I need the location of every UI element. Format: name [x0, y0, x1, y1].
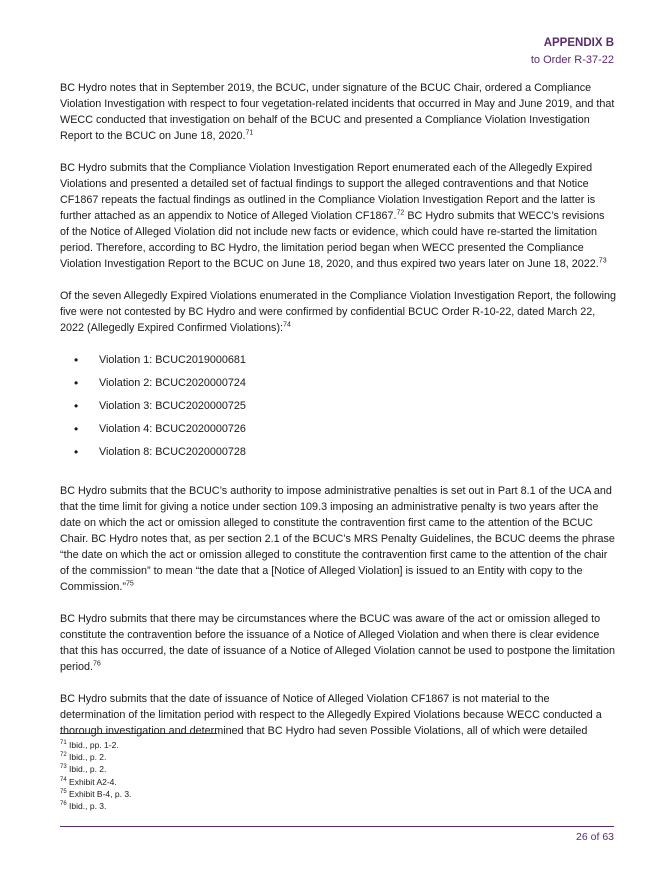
list-item: • Violation 2: BCUC2020000724	[74, 375, 616, 398]
paragraph-2: BC Hydro submits that the Compliance Violation Investigation Report enumerated each of the Allegedly Expired Violations and presented a detailed set of factual findings to support the alleged contraventions and that Notice CF1867 repeats the factual findings as outlined in the Compliance Violation Investigation Report and the latter is further attached as an appendix to Notice of Alleged Violation CF1867.72 BC Hydro submits that WECC’s revisions of the Notice of Alleged Violation did not include new facts or evidence, which could have re-started the limitation period. Therefore, according to BC Hydro, the limitation period began when WECC presented the Compliance Violation Investigation Report to the BCUC on June 18, 2020, and thus expired two years later on June 18, 2022.73	[60, 162, 607, 270]
footnote-divider	[60, 733, 217, 734]
paragraph-4: BC Hydro submits that the BCUC’s authority to impose administrative penalties is set out in Part 8.1 of the UCA and that the time limit for giving a notice under section 109.3 imposing an administrative penalty is two years after the date on which the act or omission alleged to constitute the contravention first came to the attention of the BCUC Chair. BC Hydro notes that, as per section 2.1 of the BCUC’s MRS Penalty Guidelines, the BCUC deems the phrase “the date on which the act or omission alleged to constitute the contravention first came to the attention of the chair of the commission” to mean “the date that a [Notice of Alleged Violation] is issued to an Entity with copy to the Commission.”$^{75}$	[60, 485, 615, 593]
violations-list	[74, 352, 616, 467]
appendix-header	[531, 36, 614, 67]
order-reference: to Order R-37-22	[530, 54, 614, 66]
footnote-ref-76: 76	[93, 660, 101, 668]
paragraph-1: BC Hydro notes that in September 2019, the BCUC, under signature of the BCUC Chair, ordered a Compliance Violation Investigation with respect to four vegetation-related incidents that occurred in May and June 2019, and that WECC conducted that investigation on behalf of the BCUC and presented a Compliance Violation Investigation Report to the BCUC on June 18, 2020.71	[60, 82, 615, 142]
paragraph-5: BC Hydro submits that there may be circumstances where the BCUC was aware of the act or omission alleged to constitute the contravention before the issuance of a Notice of Alleged Violation and when there is clear evidence that this has occurred, the date of issuance of a Notice of Alleged Violation cannot be used to postpone the limitation period.$^{76}$	[60, 613, 616, 673]
footnote-ref-72: 72	[396, 209, 405, 217]
footnotes	[60, 739, 131, 812]
footnote-75: $^{75}$ Exhibit B-4, p. 3.	[60, 788, 132, 799]
footnote-ref-71: 71	[245, 129, 254, 137]
list-item: • Violation 3: BCUC2020000725	[74, 398, 616, 421]
footnote-ref-75: 75	[126, 580, 134, 588]
list-item: • Violation 1: BCUC2019000681	[74, 352, 616, 375]
footnote-72: $^{72}$ Ibid., p. 2.	[60, 752, 107, 763]
list-item: • Violation 8: BCUC2020000728	[74, 444, 616, 467]
paragraph-3: Of the seven Allegedly Expired Violations enumerated in the Compliance Violation Investigation Report, the following five were not contested by BC Hydro and were confirmed by confidential BCUC Order R-10-22, dated March 22, 2022 (Allegedly Expired Confirmed Violations):$^{74}$	[60, 290, 616, 334]
footnote-ref-73: 73	[598, 257, 607, 265]
footnote-71: $^{71}$ Ibid., pp. 1-2.	[60, 740, 119, 750]
document-body	[60, 80, 616, 755]
footnote-73: $^{73}$ Ibid., p. 2.	[60, 764, 107, 775]
list-item: • Violation 4: BCUC2020000726	[74, 421, 616, 444]
appendix-title: APPENDIX B	[543, 37, 614, 49]
footnote-76: $^{76}$ Ibid., p. 3.	[60, 801, 107, 812]
footnote-74: $^{74}$ Exhibit A2-4.	[60, 776, 117, 787]
paragraph-6: BC Hydro submits that the date of issuance of Notice of Alleged Violation CF1867 is not material to the determination of the limitation period with respect to the Allegedly Expired Violations because WECC conducted a thorough investigation and determined that BC Hydro had seven Possible Violations, all of which were detailed	[60, 693, 602, 737]
footnote-ref-74: 74	[283, 321, 291, 329]
footer-divider	[60, 826, 614, 827]
page-number: 26 of 63	[576, 831, 614, 843]
